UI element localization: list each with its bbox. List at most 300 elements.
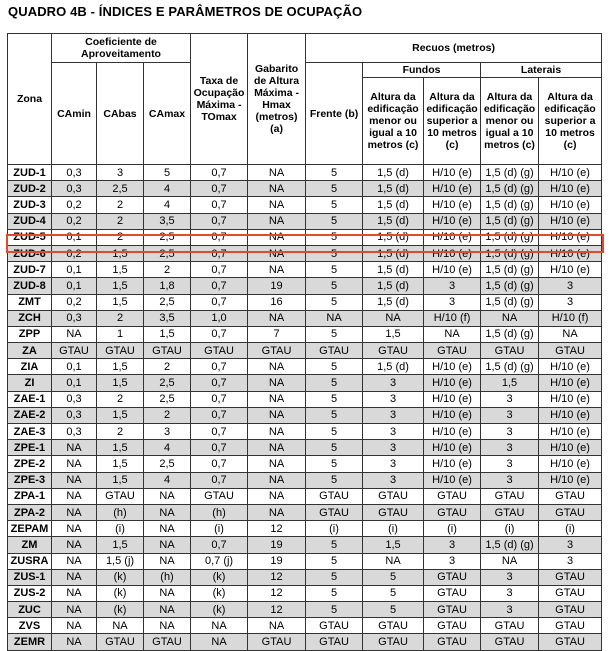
table-cell: 1,5 (d) (g) xyxy=(481,229,539,245)
table-row xyxy=(8,229,602,245)
table-cell: GTAU xyxy=(306,488,363,504)
table-cell: 19 xyxy=(248,537,306,553)
table-cell: GTAU xyxy=(424,602,481,618)
table-cell: H/10 (e) xyxy=(424,375,481,391)
zone-name-cell: ZUD-4 xyxy=(8,213,52,229)
table-cell: GTAU xyxy=(481,343,539,359)
table-cell: GTAU xyxy=(424,585,481,601)
table-row xyxy=(8,602,602,618)
table-cell: H/10 (e) xyxy=(424,213,481,229)
table-cell: NA xyxy=(248,181,306,197)
header-laterais-altura-menor: Altura da edificação menor ou igual a 10 metros (c) xyxy=(481,78,539,165)
zone-name-cell: ZPA-1 xyxy=(8,488,52,504)
table-cell: 3 xyxy=(481,424,539,440)
table-cell: H/10 (e) xyxy=(539,424,602,440)
table-cell: 5 xyxy=(306,537,363,553)
table-cell: NA xyxy=(144,602,191,618)
table-cell: 5 xyxy=(306,375,363,391)
table-cell: 5 xyxy=(306,278,363,294)
table-cell: GTAU xyxy=(306,618,363,634)
table-cell: (k) xyxy=(191,569,248,585)
table-cell: 0,1 xyxy=(52,375,97,391)
table-cell: GTAU xyxy=(424,634,481,650)
table-row xyxy=(8,278,602,294)
table-cell: H/10 (e) xyxy=(424,456,481,472)
table-cell: 3,5 xyxy=(144,213,191,229)
table-cell: (k) xyxy=(97,569,144,585)
table-row xyxy=(8,213,602,229)
table-cell: H/10 (e) xyxy=(424,262,481,278)
table-cell: 0,7 xyxy=(191,391,248,407)
table-cell: 0,3 xyxy=(52,181,97,197)
table-row xyxy=(8,553,602,569)
zone-name-cell: ZAE-3 xyxy=(8,424,52,440)
table-cell: GTAU xyxy=(363,634,424,650)
zone-name-cell: ZAE-1 xyxy=(8,391,52,407)
table-row xyxy=(8,521,602,537)
table-cell: 5 xyxy=(306,553,363,569)
table-cell: H/10 (e) xyxy=(539,472,602,488)
table-cell: 3 xyxy=(363,407,424,423)
table-cell: NA xyxy=(248,504,306,520)
table-cell: H/10 (e) xyxy=(424,472,481,488)
table-cell: GTAU xyxy=(424,569,481,585)
table-cell: NA xyxy=(52,472,97,488)
table-row xyxy=(8,359,602,375)
table-cell: GTAU xyxy=(424,504,481,520)
table-cell: H/10 (f) xyxy=(539,310,602,326)
table-cell: 5 xyxy=(306,585,363,601)
table-cell: 0,2 xyxy=(52,294,97,310)
table-cell: H/10 (e) xyxy=(539,456,602,472)
table-cell: 5 xyxy=(306,359,363,375)
table-cell: 1,5 (d) (g) xyxy=(481,359,539,375)
table-cell: (i) xyxy=(363,521,424,537)
table-cell: NA xyxy=(248,440,306,456)
table-cell: GTAU xyxy=(539,634,602,650)
table-cell: 0,1 xyxy=(52,278,97,294)
table-cell: 1,5 xyxy=(97,407,144,423)
zone-name-cell: ZPE-1 xyxy=(8,440,52,456)
table-cell: NA xyxy=(52,553,97,569)
zone-name-cell: ZVS xyxy=(8,618,52,634)
table-cell: (k) xyxy=(191,602,248,618)
table-cell: H/10 (f) xyxy=(424,310,481,326)
table-row xyxy=(8,504,602,520)
table-cell: GTAU xyxy=(144,343,191,359)
table-cell: 1,5 (d) xyxy=(363,197,424,213)
table-cell: 3 xyxy=(539,537,602,553)
table-cell: (i) xyxy=(306,521,363,537)
header-laterais-altura-superior: Altura da edificação superior a 10 metros (c) xyxy=(539,78,602,165)
table-cell: GTAU xyxy=(539,343,602,359)
table-cell: (i) xyxy=(191,521,248,537)
table-cell: NA xyxy=(144,585,191,601)
table-cell: 0,7 xyxy=(191,197,248,213)
table-row xyxy=(8,472,602,488)
table-cell: GTAU xyxy=(97,488,144,504)
table-cell: 1,5 xyxy=(97,359,144,375)
table-cell: 0,3 xyxy=(52,310,97,326)
table-cell: GTAU xyxy=(481,488,539,504)
zone-name-cell: ZA xyxy=(8,343,52,359)
table-cell: H/10 (e) xyxy=(539,359,602,375)
table-cell: 19 xyxy=(248,553,306,569)
table-cell: GTAU xyxy=(306,634,363,650)
table-cell: 1,5 xyxy=(97,456,144,472)
table-cell: 4 xyxy=(144,197,191,213)
table-cell: GTAU xyxy=(481,504,539,520)
table-cell: 19 xyxy=(248,278,306,294)
table-cell: 1,5 (d) (g) xyxy=(481,278,539,294)
table-row xyxy=(8,375,602,391)
table-cell: (i) xyxy=(539,521,602,537)
table-cell: 2 xyxy=(97,310,144,326)
table-cell: H/10 (e) xyxy=(424,424,481,440)
table-cell: 2,5 xyxy=(144,391,191,407)
zone-name-cell: ZPE-2 xyxy=(8,456,52,472)
table-cell: (h) xyxy=(191,504,248,520)
table-cell: 1,5 (d) (g) xyxy=(481,165,539,181)
table-cell: 0,1 xyxy=(52,229,97,245)
table-cell: 3 xyxy=(363,424,424,440)
table-cell: H/10 (e) xyxy=(539,407,602,423)
table-cell: (i) xyxy=(424,521,481,537)
table-cell: 4 xyxy=(144,472,191,488)
table-cell: H/10 (e) xyxy=(424,407,481,423)
table-cell: 3 xyxy=(424,294,481,310)
table-cell: 3 xyxy=(481,407,539,423)
table-cell: NA xyxy=(52,602,97,618)
table-cell: NA xyxy=(539,326,602,342)
table-cell: H/10 (e) xyxy=(424,359,481,375)
table-cell: 3 xyxy=(144,424,191,440)
table-cell: 0,7 xyxy=(191,245,248,261)
table-cell: 2 xyxy=(97,424,144,440)
table-cell: GTAU xyxy=(248,634,306,650)
table-cell: 2 xyxy=(97,197,144,213)
table-cell: 0,2 xyxy=(52,213,97,229)
table-cell: 3 xyxy=(539,294,602,310)
table-cell: 5 xyxy=(306,326,363,342)
table-cell: NA xyxy=(248,488,306,504)
table-cell: NA xyxy=(52,585,97,601)
table-cell: (k) xyxy=(97,585,144,601)
table-cell: 2 xyxy=(144,262,191,278)
table-cell: 0,7 xyxy=(191,213,248,229)
table-cell: GTAU xyxy=(97,634,144,650)
table-cell: (h) xyxy=(144,569,191,585)
table-cell: 1,5 xyxy=(97,294,144,310)
table-cell: NA xyxy=(481,310,539,326)
table-cell: 5 xyxy=(306,165,363,181)
table-cell: 1,5 (d) (g) xyxy=(481,245,539,261)
table-cell: GTAU xyxy=(539,488,602,504)
table-cell: 3 xyxy=(481,456,539,472)
table-cell: 1,5 (d) xyxy=(363,262,424,278)
table-cell: 5 xyxy=(306,181,363,197)
table-cell: 3,5 xyxy=(144,310,191,326)
table-cell: 0,7 xyxy=(191,456,248,472)
table-row xyxy=(8,197,602,213)
table-row xyxy=(8,343,602,359)
table-cell: GTAU xyxy=(52,343,97,359)
table-cell: 3 xyxy=(481,569,539,585)
table-row xyxy=(8,165,602,181)
header-fundos-altura-superior: Altura da edificação superior a 10 metros (c) xyxy=(424,78,481,165)
table-row xyxy=(8,424,602,440)
table-cell: 1,5 (d) xyxy=(363,245,424,261)
table-cell: 5 xyxy=(306,197,363,213)
table-cell: NA xyxy=(52,634,97,650)
table-cell: 0,2 xyxy=(52,197,97,213)
table-cell: GTAU xyxy=(363,504,424,520)
table-cell: 1,5 (d) (g) xyxy=(481,262,539,278)
table-cell: 0,7 xyxy=(191,359,248,375)
table-row xyxy=(8,294,602,310)
table-cell: 1,5 (d) xyxy=(363,165,424,181)
table-cell: GTAU xyxy=(539,585,602,601)
table-cell: H/10 (e) xyxy=(539,440,602,456)
table-cell: 0,3 xyxy=(52,424,97,440)
page-title: QUADRO 4B - ÍNDICES E PARÂMETROS DE OCUPAÇÃO xyxy=(8,4,363,19)
table-cell: GTAU xyxy=(539,602,602,618)
table-cell: GTAU xyxy=(248,343,306,359)
table-cell: 5 xyxy=(306,245,363,261)
table-cell: 3 xyxy=(481,602,539,618)
table-cell: NA xyxy=(144,504,191,520)
table-cell: NA xyxy=(191,634,248,650)
table-cell: 0,7 xyxy=(191,278,248,294)
table-cell: 4 xyxy=(144,440,191,456)
zone-name-cell: ZUD-5 xyxy=(8,229,52,245)
table-cell: NA xyxy=(52,569,97,585)
zone-name-cell: ZAE-2 xyxy=(8,407,52,423)
table-cell: NA xyxy=(144,537,191,553)
table-cell: (h) xyxy=(97,504,144,520)
table-cell: NA xyxy=(248,310,306,326)
table-cell: H/10 (e) xyxy=(539,181,602,197)
table-cell: NA xyxy=(306,310,363,326)
header-zona: Zona xyxy=(8,34,52,165)
table-cell: 0,7 xyxy=(191,229,248,245)
header-recuos: Recuos (metros) xyxy=(306,34,602,63)
table-cell: 0,7 xyxy=(191,424,248,440)
table-cell: NA xyxy=(52,618,97,634)
table-cell: NA xyxy=(144,521,191,537)
table-cell: 2,5 xyxy=(144,229,191,245)
table-cell: 1,5 (j) xyxy=(97,553,144,569)
table-cell: 3 xyxy=(424,278,481,294)
zone-name-cell: ZUD-8 xyxy=(8,278,52,294)
table-cell: NA xyxy=(52,326,97,342)
table-cell: 0,7 xyxy=(191,181,248,197)
table-cell: 1,5 xyxy=(97,440,144,456)
table-cell: 1,5 (d) xyxy=(363,213,424,229)
table-cell: 2,5 xyxy=(144,375,191,391)
zone-name-cell: ZIA xyxy=(8,359,52,375)
table-cell: 5 xyxy=(306,456,363,472)
table-cell: NA xyxy=(248,165,306,181)
table-cell: 1,5 xyxy=(363,537,424,553)
zone-name-cell: ZUD-3 xyxy=(8,197,52,213)
zone-name-cell: ZCH xyxy=(8,310,52,326)
zone-name-cell: ZPE-3 xyxy=(8,472,52,488)
table-cell: 5 xyxy=(306,602,363,618)
table-cell: 16 xyxy=(248,294,306,310)
table-cell: NA xyxy=(248,213,306,229)
table-cell: 0,1 xyxy=(52,262,97,278)
table-cell: (i) xyxy=(97,521,144,537)
table-row xyxy=(8,569,602,585)
zone-name-cell: ZEMR xyxy=(8,634,52,650)
table-cell: 7 xyxy=(248,326,306,342)
table-cell: GTAU xyxy=(481,634,539,650)
table-cell: 12 xyxy=(248,569,306,585)
table-cell: NA xyxy=(52,440,97,456)
table-row xyxy=(8,326,602,342)
table-cell: 0,1 xyxy=(52,359,97,375)
table-cell: 1,5 xyxy=(97,472,144,488)
table-cell: 2,5 xyxy=(144,456,191,472)
table-cell: 12 xyxy=(248,585,306,601)
table-cell: NA xyxy=(191,618,248,634)
table-cell: GTAU xyxy=(539,618,602,634)
table-cell: H/10 (e) xyxy=(539,213,602,229)
table-cell: 5 xyxy=(306,391,363,407)
table-body xyxy=(8,165,602,651)
zone-name-cell: ZMT xyxy=(8,294,52,310)
table-cell: 2 xyxy=(144,407,191,423)
table-cell: 0,3 xyxy=(52,407,97,423)
table-row xyxy=(8,440,602,456)
table-cell: NA xyxy=(248,472,306,488)
table-cell: H/10 (e) xyxy=(424,440,481,456)
table-cell: 3 xyxy=(363,472,424,488)
table-cell: NA xyxy=(424,326,481,342)
table-cell: NA xyxy=(97,618,144,634)
header-fundos-altura-menor: Altura da edificação menor ou igual a 10 metros (c) xyxy=(363,78,424,165)
table-cell: 5 xyxy=(306,213,363,229)
table-cell: 1,5 xyxy=(97,262,144,278)
table-cell: 0,7 xyxy=(191,326,248,342)
table-cell: 1,5 xyxy=(97,537,144,553)
zone-name-cell: ZUC xyxy=(8,602,52,618)
table-row xyxy=(8,181,602,197)
table-row xyxy=(8,262,602,278)
table-cell: 0,7 xyxy=(191,440,248,456)
table-cell: (k) xyxy=(191,585,248,601)
table-cell: 2 xyxy=(97,391,144,407)
table-cell: 0,7 xyxy=(191,472,248,488)
table-cell: GTAU xyxy=(363,618,424,634)
occupancy-table xyxy=(7,33,602,651)
table-cell: NA xyxy=(248,456,306,472)
table-cell: NA xyxy=(248,359,306,375)
header-fundos: Fundos xyxy=(363,63,481,78)
table-cell: 0,2 xyxy=(52,245,97,261)
header-gabarito: Gabarito de Altura Máxima - Hmax (metros) (a) xyxy=(248,34,306,165)
table-cell: 3 xyxy=(424,553,481,569)
table-cell: GTAU xyxy=(363,488,424,504)
table-cell: GTAU xyxy=(539,504,602,520)
table-row xyxy=(8,537,602,553)
zone-name-cell: ZUD-7 xyxy=(8,262,52,278)
table-cell: 0,7 xyxy=(191,165,248,181)
table-cell: 1,8 xyxy=(144,278,191,294)
table-cell: NA xyxy=(52,537,97,553)
table-row xyxy=(8,634,602,650)
table-row xyxy=(8,585,602,601)
table-cell: 1,5 xyxy=(144,326,191,342)
table-cell: NA xyxy=(248,245,306,261)
table-cell: GTAU xyxy=(363,343,424,359)
table-cell: H/10 (e) xyxy=(539,245,602,261)
table-cell: 3 xyxy=(363,440,424,456)
table-cell: NA xyxy=(481,553,539,569)
table-cell: 1,5 xyxy=(481,375,539,391)
table-cell: 2,5 xyxy=(144,294,191,310)
table-cell: 0,3 xyxy=(52,391,97,407)
table-cell: 5 xyxy=(306,569,363,585)
table-cell: 5 xyxy=(144,165,191,181)
table-cell: 3 xyxy=(481,585,539,601)
table-cell: 1,0 xyxy=(191,310,248,326)
table-cell: GTAU xyxy=(306,504,363,520)
table-cell: 5 xyxy=(306,407,363,423)
table-cell: H/10 (e) xyxy=(539,391,602,407)
table-cell: NA xyxy=(144,488,191,504)
table-cell: 1,5 xyxy=(97,375,144,391)
table-row xyxy=(8,391,602,407)
table-row xyxy=(8,456,602,472)
zone-name-cell: ZUD-6 xyxy=(8,245,52,261)
table-cell: H/10 (e) xyxy=(424,229,481,245)
table-cell: 5 xyxy=(306,229,363,245)
header-frente: Frente (b) xyxy=(306,63,363,165)
table-cell: H/10 (e) xyxy=(424,391,481,407)
table-cell: 2 xyxy=(144,359,191,375)
table-cell: 12 xyxy=(248,602,306,618)
table-cell: NA xyxy=(363,310,424,326)
table-cell: 5 xyxy=(306,440,363,456)
table-cell: 1,5 (d) (g) xyxy=(481,197,539,213)
table-cell: 3 xyxy=(363,391,424,407)
zone-name-cell: ZUS-2 xyxy=(8,585,52,601)
table-cell: NA xyxy=(52,488,97,504)
table-cell: 2,5 xyxy=(97,181,144,197)
table-cell: NA xyxy=(248,262,306,278)
table-cell: 0,7 xyxy=(191,407,248,423)
table-cell: NA xyxy=(52,504,97,520)
table-cell: (k) xyxy=(97,602,144,618)
table-cell: 3 xyxy=(539,553,602,569)
table-cell: H/10 (e) xyxy=(539,375,602,391)
table-cell: 12 xyxy=(248,521,306,537)
table-cell: 1,5 (d) (g) xyxy=(481,326,539,342)
table-cell: NA xyxy=(248,229,306,245)
table-cell: 2 xyxy=(97,213,144,229)
zone-name-cell: ZPP xyxy=(8,326,52,342)
table-cell: H/10 (e) xyxy=(424,245,481,261)
table-cell: NA xyxy=(144,618,191,634)
table-cell: NA xyxy=(248,618,306,634)
table-cell: 3 xyxy=(363,375,424,391)
table-cell: 1,5 (d) xyxy=(363,294,424,310)
table-cell: 1,5 (d) xyxy=(363,229,424,245)
table-cell: 1,5 xyxy=(363,326,424,342)
table-cell: 2,5 xyxy=(144,245,191,261)
